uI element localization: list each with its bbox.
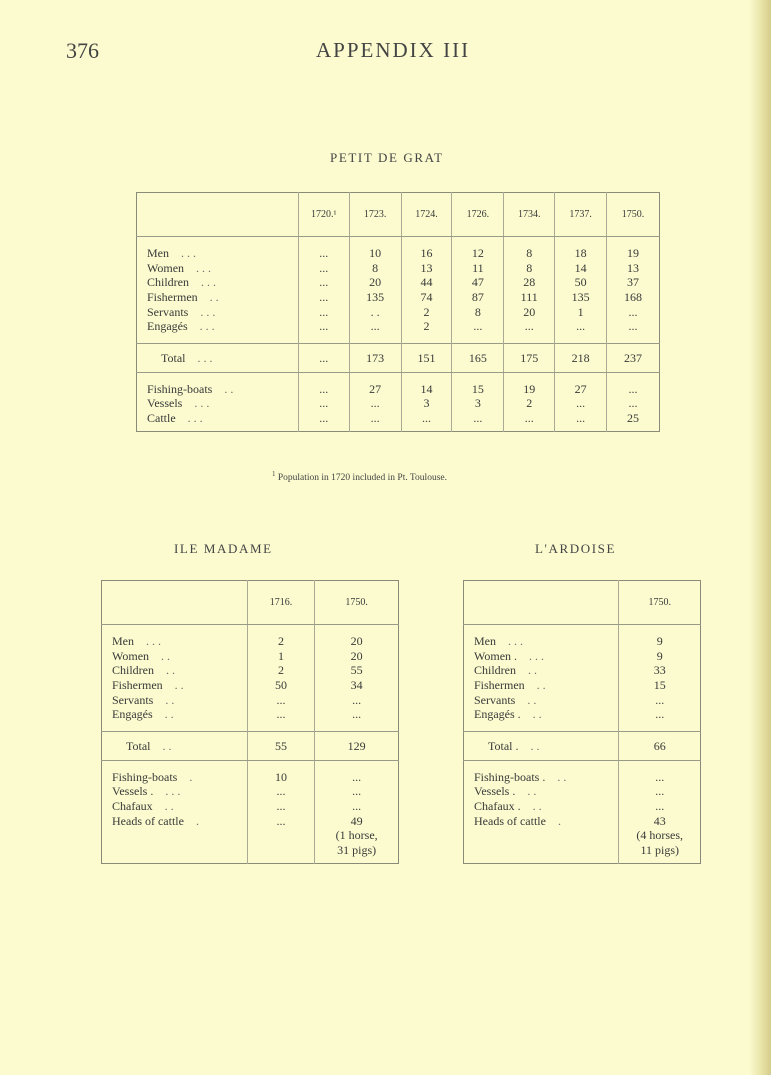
table-row xyxy=(464,770,701,785)
value-cell: 55 xyxy=(247,731,315,760)
row-label-text: Fishing-boats . xyxy=(474,769,546,784)
spacer-row xyxy=(137,237,660,247)
table-row xyxy=(102,813,399,828)
value-cell: 168 xyxy=(607,290,660,305)
value-cell: ... xyxy=(401,411,452,426)
row-label-text: Servants xyxy=(112,692,154,707)
row-label-text: Fishermen xyxy=(147,290,198,305)
row-label xyxy=(137,304,299,319)
value-cell: 14 xyxy=(555,261,607,276)
running-head: APPENDIX III xyxy=(316,38,471,62)
value-cell: 9 xyxy=(619,634,701,649)
page-edge-shadow xyxy=(749,0,771,1075)
value-cell: 129 xyxy=(315,731,399,760)
spacer-row xyxy=(102,857,399,864)
row-label xyxy=(102,799,248,814)
page-number: 376 xyxy=(66,38,99,63)
value-cell: 12 xyxy=(452,246,504,261)
cattle-note: 31 pigs) xyxy=(315,843,399,858)
value-cell: 11 xyxy=(452,261,504,276)
row-label-text: Men xyxy=(474,634,496,649)
leader-dots: . . xyxy=(161,648,171,663)
leader-dots: . . xyxy=(527,784,537,799)
value-cell: ... xyxy=(619,707,701,722)
cattle-note-row xyxy=(102,843,399,858)
table-row xyxy=(102,678,399,693)
table-row xyxy=(137,382,660,397)
row-label-text: Servants xyxy=(474,692,516,707)
cattle-note: (4 horses, xyxy=(619,828,701,843)
header-row xyxy=(464,581,701,625)
cattle-note: 11 pigs) xyxy=(619,843,701,858)
value-cell: ... xyxy=(452,319,504,334)
leader-dots: . . . xyxy=(187,411,203,426)
value-cell: 8 xyxy=(504,246,555,261)
leader-dots: . . . xyxy=(201,275,216,290)
header-blank-cell xyxy=(137,193,299,237)
leader-dots: . . xyxy=(532,799,542,814)
row-label xyxy=(102,707,248,722)
value-cell: 43 xyxy=(619,813,701,828)
row-label-text: Vessels . xyxy=(112,784,154,799)
value-cell: 27 xyxy=(555,382,607,397)
row-label-text: Engagés xyxy=(112,707,153,722)
leader-dots: . . xyxy=(174,678,184,693)
leader-dots: . . xyxy=(530,738,540,753)
value-cell: 135 xyxy=(555,290,607,305)
table-row xyxy=(102,649,399,664)
table-row xyxy=(464,692,701,707)
value-cell: 2 xyxy=(504,396,555,411)
value-cell: 165 xyxy=(452,343,504,372)
row-label-text: Vessels xyxy=(147,396,183,411)
leader-dots: . . . xyxy=(199,319,215,334)
value-cell: ... xyxy=(247,813,315,828)
spacer-row xyxy=(464,722,701,732)
value-cell: 50 xyxy=(555,275,607,290)
table-row xyxy=(137,275,660,290)
table-row xyxy=(464,663,701,678)
row-label xyxy=(137,396,299,411)
row-label-text: Engagés . xyxy=(474,707,521,722)
row-label xyxy=(137,319,299,334)
spacer-row xyxy=(102,625,399,635)
row-label xyxy=(137,246,299,261)
value-cell: 55 xyxy=(315,663,399,678)
spacer-row xyxy=(137,372,660,382)
value-cell: ... xyxy=(619,770,701,785)
total-row xyxy=(102,731,399,760)
value-cell: 19 xyxy=(504,382,555,397)
row-label xyxy=(464,784,619,799)
value-cell: ... xyxy=(315,692,399,707)
leader-dots: . . xyxy=(557,769,567,784)
value-cell: 37 xyxy=(607,275,660,290)
row-label xyxy=(137,382,299,397)
year-header: 1734. xyxy=(504,193,555,237)
spacer-row xyxy=(137,334,660,344)
value-cell: ... xyxy=(619,799,701,814)
row-label xyxy=(137,411,299,426)
leader-dots: . . . xyxy=(181,246,196,261)
value-cell: 15 xyxy=(452,382,504,397)
value-cell: 1 xyxy=(555,304,607,319)
table-row xyxy=(464,799,701,814)
table-row xyxy=(137,261,660,276)
value-cell: 10 xyxy=(349,246,401,261)
row-label xyxy=(137,290,299,305)
row-label-text: Servants xyxy=(147,304,189,319)
row-label-text: Cattle xyxy=(147,411,176,426)
value-cell: ... xyxy=(247,707,315,722)
row-label-text: Fishermen xyxy=(112,678,163,693)
year-header: 1750. xyxy=(619,581,701,625)
value-cell: 8 xyxy=(452,304,504,319)
value-cell: 13 xyxy=(607,261,660,276)
header-blank-cell xyxy=(464,581,619,625)
table-row xyxy=(137,319,660,334)
value-cell: 44 xyxy=(401,275,452,290)
row-label-text: Children xyxy=(474,663,516,678)
value-cell: ... xyxy=(315,784,399,799)
cattle-note: (1 horse, xyxy=(315,828,399,843)
row-label xyxy=(102,784,248,799)
value-cell: ... xyxy=(315,799,399,814)
spacer-row xyxy=(464,625,701,635)
table-row xyxy=(137,304,660,319)
value-cell: 50 xyxy=(247,678,315,693)
value-cell: 33 xyxy=(619,663,701,678)
row-label xyxy=(102,678,248,693)
petit-de-grat-table xyxy=(136,192,660,432)
value-cell: 18 xyxy=(555,246,607,261)
value-cell: ... xyxy=(607,319,660,334)
value-cell: 20 xyxy=(349,275,401,290)
table-row xyxy=(137,396,660,411)
table-row xyxy=(464,634,701,649)
value-cell: ... xyxy=(298,396,349,411)
value-cell: 49 xyxy=(315,813,399,828)
value-cell: 34 xyxy=(315,678,399,693)
year-header: 1723. xyxy=(349,193,401,237)
leader-dots: . . xyxy=(532,707,542,722)
year-header: 1750. xyxy=(607,193,660,237)
leader-dots: . . xyxy=(209,290,219,305)
row-label-text: Men xyxy=(112,634,134,649)
table-row xyxy=(464,649,701,664)
petit-footnote xyxy=(272,470,447,483)
value-cell: ... xyxy=(349,411,401,426)
value-cell: 151 xyxy=(401,343,452,372)
value-cell: ... xyxy=(247,692,315,707)
value-cell: ... xyxy=(607,396,660,411)
value-cell: 20 xyxy=(315,649,399,664)
ile-madame-title: ILE MADAME xyxy=(174,541,273,556)
value-cell: ... xyxy=(555,319,607,334)
row-label xyxy=(464,649,619,664)
value-cell: ... xyxy=(607,304,660,319)
row-label xyxy=(464,663,619,678)
row-label-text: Children xyxy=(112,663,154,678)
row-label xyxy=(102,731,248,760)
value-cell: 175 xyxy=(504,343,555,372)
table-row xyxy=(102,799,399,814)
value-cell: ... xyxy=(349,396,401,411)
leader-dots: . . . xyxy=(196,260,212,275)
value-cell: 8 xyxy=(504,261,555,276)
leader-dots: . . xyxy=(528,663,537,678)
value-cell: ... xyxy=(298,319,349,334)
leader-dots: . . . xyxy=(146,634,161,649)
spacer-row xyxy=(102,760,399,770)
leader-dots: . . . xyxy=(194,396,210,411)
row-label xyxy=(102,692,248,707)
value-cell: 1 xyxy=(247,649,315,664)
leader-dots: . . xyxy=(164,707,174,722)
row-label-text: Heads of cattle xyxy=(474,813,546,828)
row-label-text: Children xyxy=(147,275,189,290)
value-cell: 20 xyxy=(315,634,399,649)
leader-dots: . . . xyxy=(529,648,545,663)
year-header: 1737. xyxy=(555,193,607,237)
table-row xyxy=(102,692,399,707)
value-cell: 10 xyxy=(247,770,315,785)
value-cell: ... xyxy=(298,382,349,397)
value-cell: 3 xyxy=(452,396,504,411)
total-row xyxy=(464,731,701,760)
table-row xyxy=(137,290,660,305)
year-header: 1720.¹ xyxy=(298,193,349,237)
row-label xyxy=(464,799,619,814)
value-cell: 19 xyxy=(607,246,660,261)
row-label xyxy=(102,649,248,664)
row-label-text: Fishing-boats xyxy=(112,769,178,784)
row-label-text: Engagés xyxy=(147,319,188,334)
cattle-note-row xyxy=(464,828,701,843)
value-cell: 28 xyxy=(504,275,555,290)
lardoise-title: L'ARDOISE xyxy=(535,541,617,556)
table-row xyxy=(464,678,701,693)
value-cell: 8 xyxy=(349,261,401,276)
value-cell: ... xyxy=(298,246,349,261)
table-row xyxy=(464,707,701,722)
row-label-text: Women xyxy=(112,648,150,663)
row-label-text: Women . xyxy=(474,648,518,663)
table-row xyxy=(137,246,660,261)
value-cell: ... xyxy=(298,304,349,319)
ile-madame-table xyxy=(101,580,399,864)
row-label xyxy=(102,634,248,649)
value-cell: ... xyxy=(315,770,399,785)
leader-dots: . . xyxy=(165,692,175,707)
value-cell: 2 xyxy=(247,634,315,649)
header-row xyxy=(102,581,399,625)
value-cell: 15 xyxy=(619,678,701,693)
value-cell: 9 xyxy=(619,649,701,664)
table-row xyxy=(102,784,399,799)
value-cell: ... xyxy=(504,319,555,334)
row-label-text: Heads of cattle xyxy=(112,813,184,828)
row-label-text: Chafaux xyxy=(112,799,153,814)
row-label xyxy=(464,634,619,649)
footnote-text: Population in 1720 included in Pt. Toulouse. xyxy=(277,473,447,484)
row-label xyxy=(464,678,619,693)
cattle-note-row xyxy=(464,843,701,858)
lardoise-table xyxy=(463,580,701,864)
table-row xyxy=(137,411,660,426)
total-row xyxy=(137,343,660,372)
cattle-note-row xyxy=(102,828,399,843)
row-label-text: Men xyxy=(147,246,169,261)
value-cell: . . xyxy=(349,304,401,319)
value-cell: ... xyxy=(298,290,349,305)
leader-dots: . xyxy=(557,813,561,828)
row-label xyxy=(137,275,299,290)
row-label xyxy=(102,813,248,828)
row-label-text: Total xyxy=(161,350,186,365)
spacer-row xyxy=(137,425,660,432)
value-cell: ... xyxy=(504,411,555,426)
leader-dots: . . . xyxy=(165,784,181,799)
leader-dots: . . xyxy=(162,738,172,753)
value-cell: ... xyxy=(298,343,349,372)
leader-dots: . . xyxy=(166,663,175,678)
row-label xyxy=(137,261,299,276)
header-row xyxy=(137,193,660,237)
leader-dots: . xyxy=(189,769,193,784)
year-header: 1724. xyxy=(401,193,452,237)
value-cell: 2 xyxy=(401,304,452,319)
row-label xyxy=(137,343,299,372)
row-label-text: Total xyxy=(126,738,151,753)
leader-dots: . . . xyxy=(200,304,216,319)
value-cell: 20 xyxy=(504,304,555,319)
leader-dots: . . xyxy=(536,678,546,693)
leader-dots: . . . xyxy=(508,634,523,649)
table-row xyxy=(102,770,399,785)
table-row xyxy=(102,663,399,678)
row-label xyxy=(464,692,619,707)
value-cell: ... xyxy=(247,784,315,799)
leader-dots: . . . xyxy=(197,350,213,365)
row-label xyxy=(464,707,619,722)
value-cell: ... xyxy=(607,382,660,397)
value-cell: 74 xyxy=(401,290,452,305)
value-cell: ... xyxy=(619,784,701,799)
year-header: 1726. xyxy=(452,193,504,237)
value-cell: 16 xyxy=(401,246,452,261)
leader-dots: . xyxy=(195,813,199,828)
row-label-text: Chafaux . xyxy=(474,799,521,814)
value-cell: ... xyxy=(247,799,315,814)
row-label xyxy=(102,770,248,785)
value-cell: ... xyxy=(452,411,504,426)
value-cell: ... xyxy=(298,411,349,426)
value-cell: 14 xyxy=(401,382,452,397)
year-header: 1750. xyxy=(315,581,399,625)
leader-dots: . . xyxy=(527,692,537,707)
row-label xyxy=(464,813,619,828)
value-cell: 3 xyxy=(401,396,452,411)
value-cell: 87 xyxy=(452,290,504,305)
value-cell: 111 xyxy=(504,290,555,305)
table-row xyxy=(102,707,399,722)
value-cell: 27 xyxy=(349,382,401,397)
value-cell: ... xyxy=(298,275,349,290)
header-blank-cell xyxy=(102,581,248,625)
row-label-text: Total . xyxy=(488,738,519,753)
value-cell: 173 xyxy=(349,343,401,372)
spacer-row xyxy=(102,722,399,732)
value-cell: 66 xyxy=(619,731,701,760)
value-cell: 218 xyxy=(555,343,607,372)
table-row xyxy=(464,813,701,828)
footnote-mark: 1 xyxy=(272,470,276,478)
value-cell: ... xyxy=(349,319,401,334)
petit-de-grat-title: PETIT DE GRAT xyxy=(330,150,444,165)
value-cell: 135 xyxy=(349,290,401,305)
value-cell: ... xyxy=(555,396,607,411)
row-label-text: Vessels . xyxy=(474,784,516,799)
year-header: 1716. xyxy=(247,581,315,625)
value-cell: 2 xyxy=(247,663,315,678)
leader-dots: . . xyxy=(164,799,174,814)
value-cell: ... xyxy=(555,411,607,426)
value-cell xyxy=(247,828,315,843)
spacer-row xyxy=(464,760,701,770)
spacer-row xyxy=(464,857,701,864)
value-cell: ... xyxy=(619,692,701,707)
value-cell: 13 xyxy=(401,261,452,276)
row-label xyxy=(464,731,619,760)
row-label-text: Women xyxy=(147,260,185,275)
table-row xyxy=(102,634,399,649)
value-cell: 2 xyxy=(401,319,452,334)
row-label-text: Fishing-boats xyxy=(147,381,213,396)
table-row xyxy=(464,784,701,799)
value-cell: 237 xyxy=(607,343,660,372)
leader-dots: . . xyxy=(224,381,234,396)
value-cell: 25 xyxy=(607,411,660,426)
value-cell: 47 xyxy=(452,275,504,290)
value-cell xyxy=(247,843,315,858)
value-cell: ... xyxy=(298,261,349,276)
value-cell: ... xyxy=(315,707,399,722)
row-label xyxy=(102,663,248,678)
row-label xyxy=(464,770,619,785)
row-label-text: Fishermen xyxy=(474,678,525,693)
